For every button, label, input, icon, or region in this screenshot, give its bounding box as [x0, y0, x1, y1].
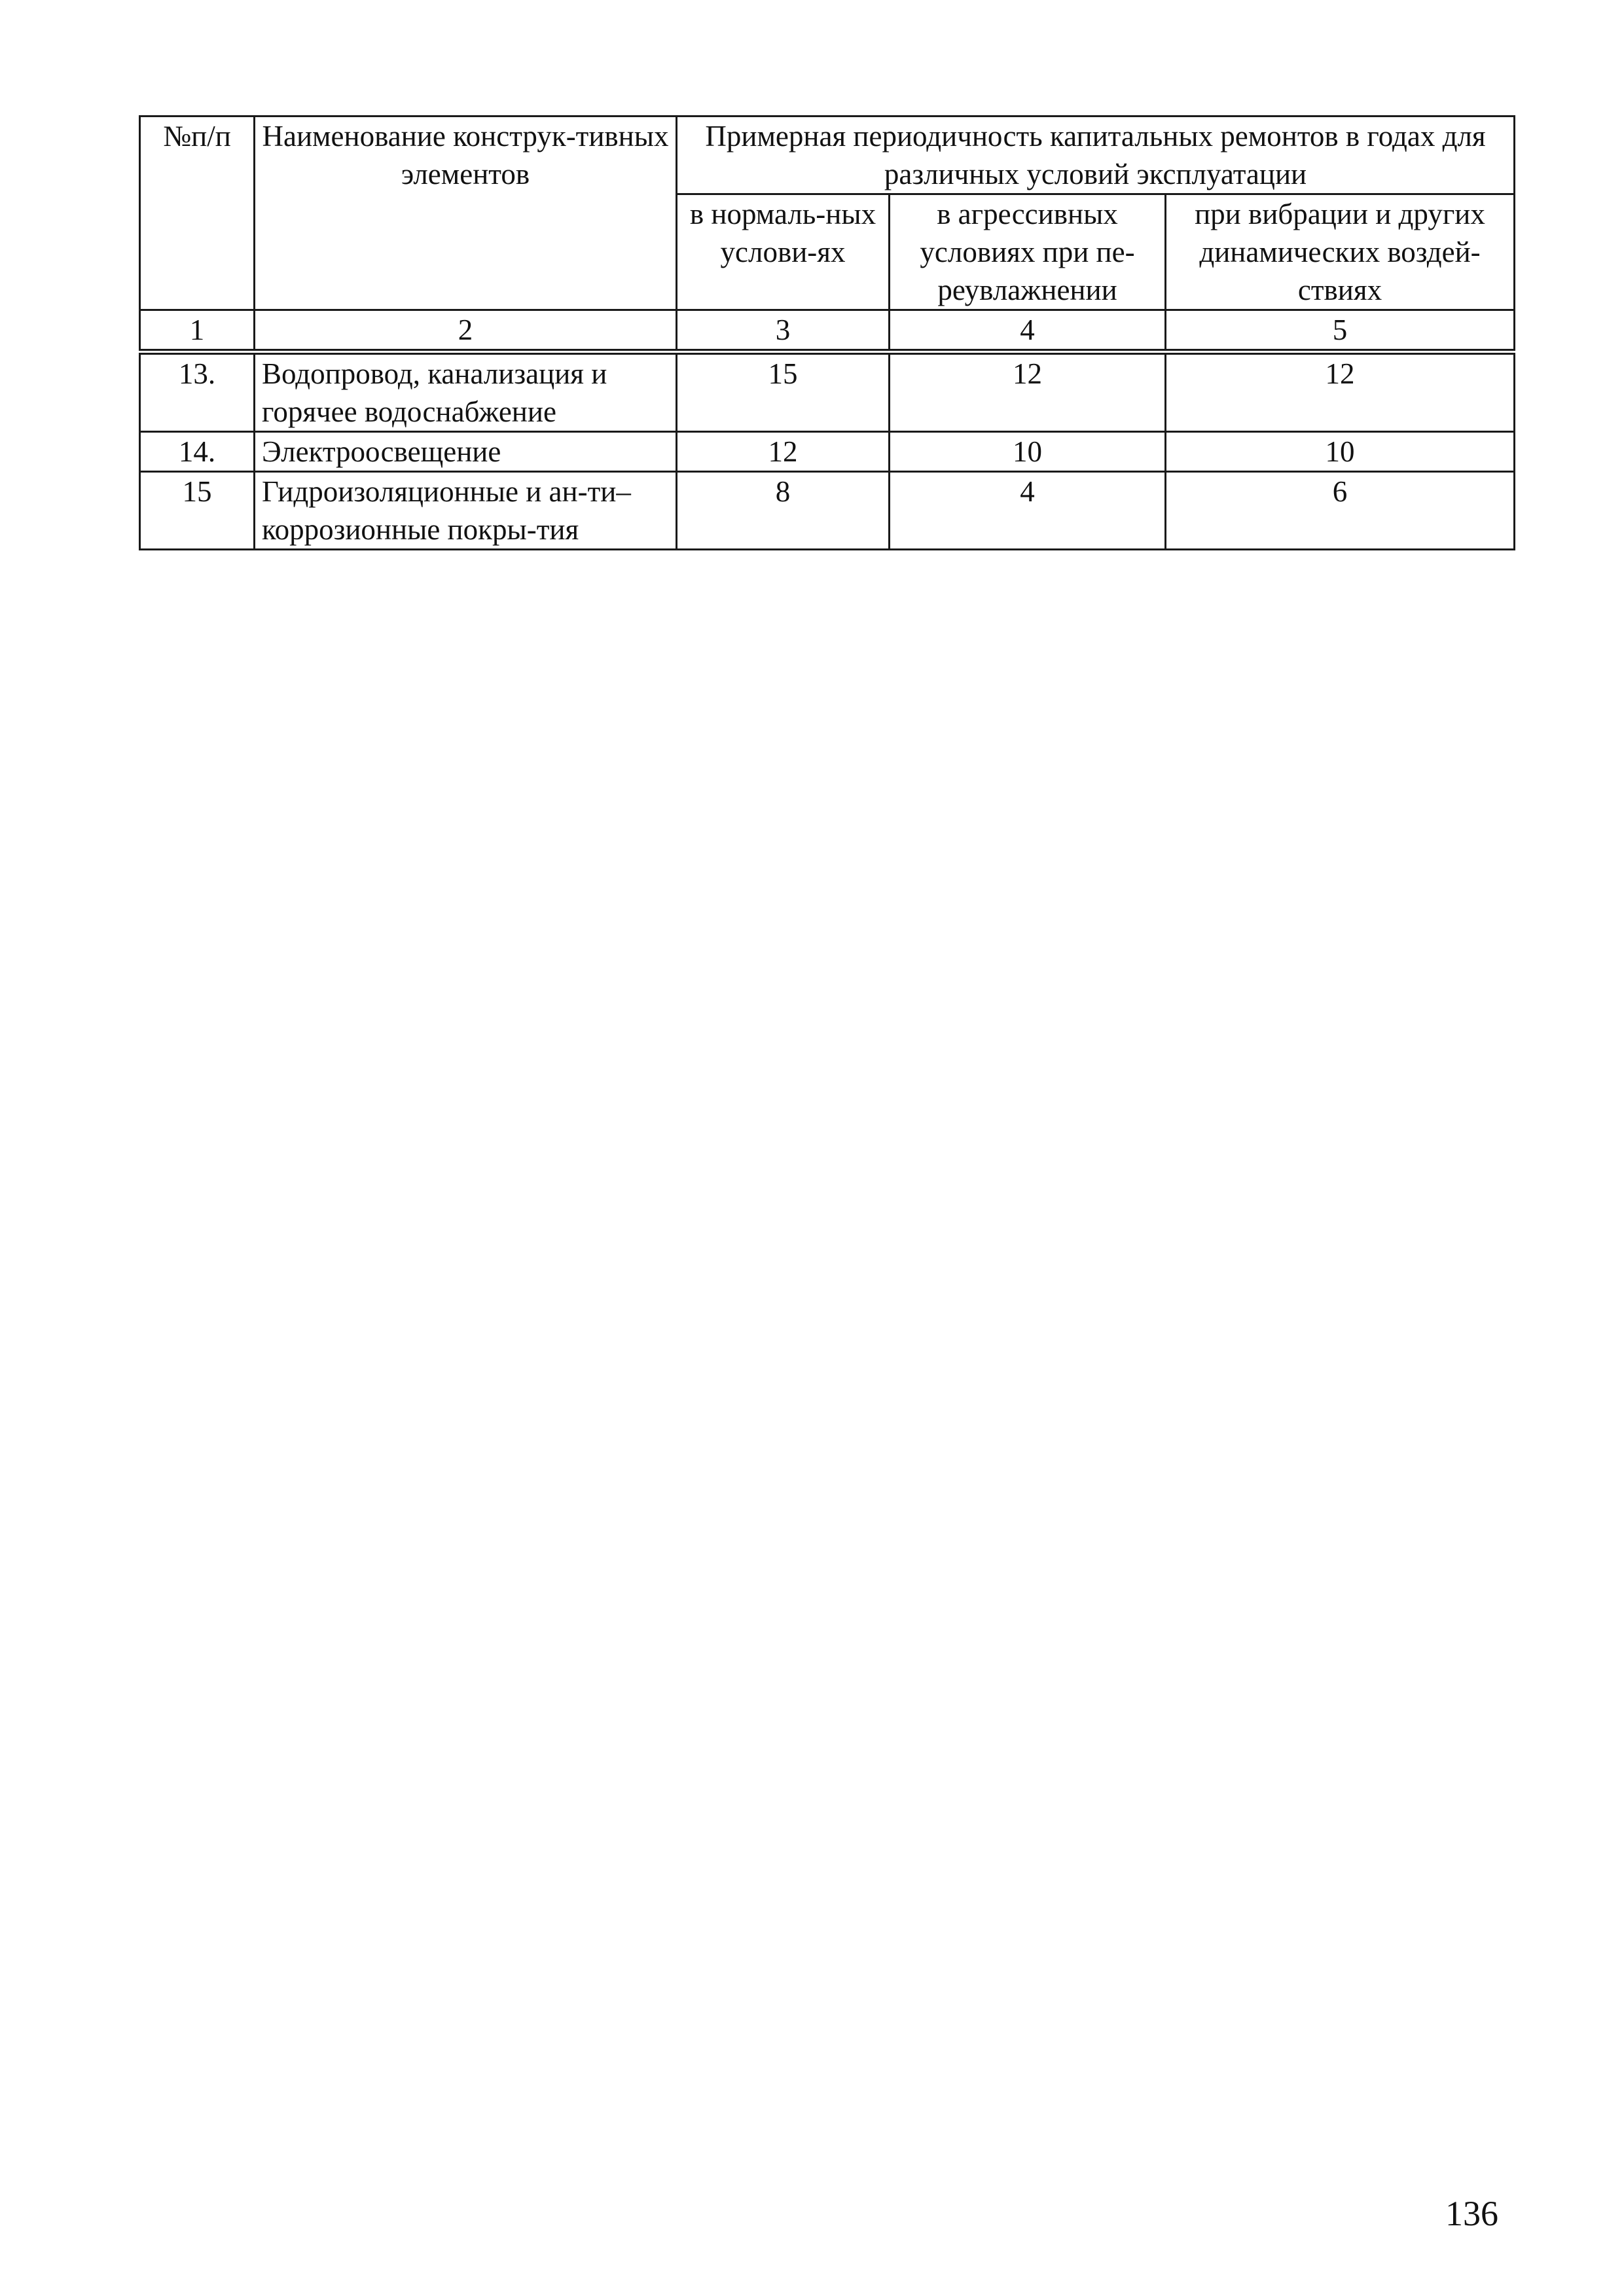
header-group-title: Примерная периодичность капитальных ремонтов в годах для различных условий эксплуатации — [677, 117, 1515, 194]
column-number: 5 — [1166, 310, 1515, 352]
repair-periodicity-table — [139, 115, 1515, 550]
row-aggressive: 4 — [890, 472, 1166, 550]
row-normal: 8 — [677, 472, 890, 550]
column-number: 4 — [890, 310, 1166, 352]
header-row-1 — [140, 117, 1515, 194]
header-normal: в нормаль-ных услови-ях — [677, 194, 890, 310]
row-name: Электроосвещение — [255, 432, 677, 472]
row-num: 14. — [140, 432, 255, 472]
column-number: 2 — [255, 310, 677, 352]
row-aggressive: 12 — [890, 352, 1166, 432]
row-aggressive: 10 — [890, 432, 1166, 472]
header-aggressive: в агрессивных условиях при пе-реувлажнении — [890, 194, 1166, 310]
column-number: 1 — [140, 310, 255, 352]
header-name: Наименование конструк-тивных элементов — [255, 117, 677, 310]
row-name: Водопровод, канализация и горячее водоснабжение — [255, 352, 677, 432]
column-number: 3 — [677, 310, 890, 352]
page-number: 136 — [1445, 2194, 1498, 2233]
table-row — [140, 352, 1515, 432]
row-num: 15 — [140, 472, 255, 550]
row-num: 13. — [140, 352, 255, 432]
table-row — [140, 472, 1515, 550]
row-normal: 15 — [677, 352, 890, 432]
row-vibration: 6 — [1166, 472, 1515, 550]
row-name: Гидроизоляционные и ан-ти– коррозионные покры-тия — [255, 472, 677, 550]
table-row — [140, 432, 1515, 472]
column-number-row — [140, 310, 1515, 352]
row-vibration: 12 — [1166, 352, 1515, 432]
header-vibration: при вибрации и других динамических воздей-ствиях — [1166, 194, 1515, 310]
row-vibration: 10 — [1166, 432, 1515, 472]
row-normal: 12 — [677, 432, 890, 472]
header-num: №п/п — [140, 117, 255, 310]
